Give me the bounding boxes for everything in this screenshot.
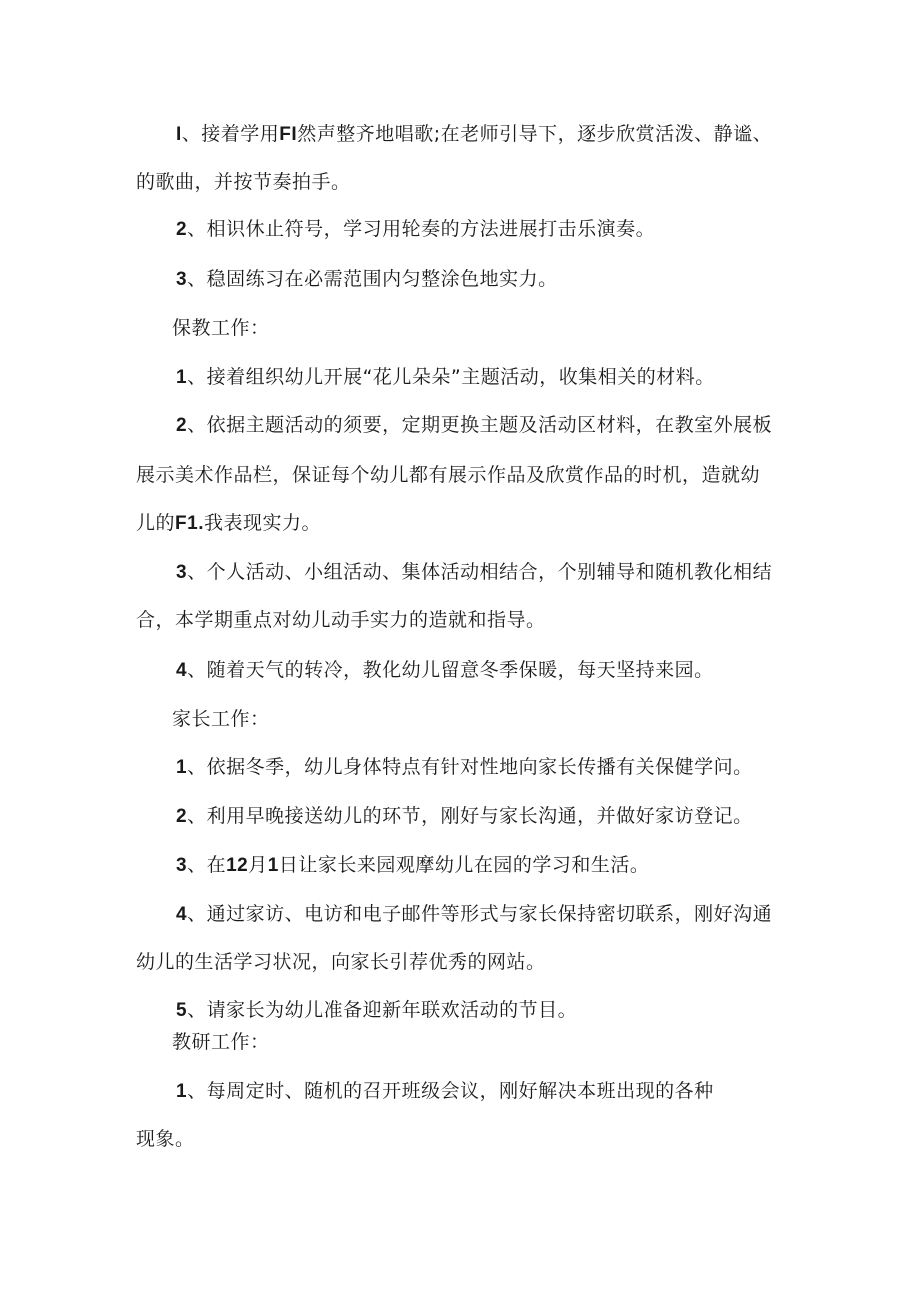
list-number: 1 — [176, 367, 188, 388]
section-heading: 教研工作： — [172, 1031, 270, 1053]
list-number: 3 — [176, 855, 188, 876]
paragraph-line: 1、每周定时、随机的召开班级会议，刚好解决本班出现的各种 — [176, 1080, 714, 1102]
paragraph-line: 展示美术作品栏，保证每个幼儿都有展示作品及欣赏作品的时机，造就幼 — [136, 464, 761, 486]
list-number: 4 — [176, 660, 188, 681]
paragraph-line: 2、相识休止符号，学习用轮奏的方法进展打击乐演奏。 — [176, 218, 656, 240]
paragraph-line: 3、个人活动、小组活动、集体活动相结合，个别辅导和随机教化相结 — [176, 561, 773, 583]
section-heading: 家长工作： — [172, 708, 270, 730]
list-number: 2 — [176, 219, 188, 240]
paragraph-line: 4、随着天气的转冷，教化幼儿留意冬季保暖，每天坚持来园。 — [176, 659, 714, 681]
paragraph-line: 5、请家长为幼儿准备迎新年联欢活动的节目。 — [176, 999, 578, 1021]
paragraph-line: 的歌曲，并按节奏拍手。 — [136, 171, 351, 193]
paragraph-line: 现象。 — [136, 1128, 195, 1150]
paragraph-line: 1、依据冬季，幼儿身体特点有针对性地向家长传播有关保健学问。 — [176, 756, 753, 778]
section-heading: 保教工作： — [172, 317, 270, 339]
paragraph-line: 儿的F1.我表现实力。 — [136, 512, 321, 534]
paragraph-line: 2、依据主题活动的须要，定期更换主题及活动区材料，在教室外展板 — [176, 414, 773, 436]
list-number: I — [176, 124, 182, 145]
list-number: 5 — [176, 1000, 188, 1021]
list-number: 4 — [176, 904, 188, 925]
paragraph-line: I、接着学用FI然声整齐地唱歌;在老师引导下，逐步欣赏活泼、静谧、 — [176, 123, 773, 145]
list-number: 3 — [176, 562, 188, 583]
list-number: 1 — [176, 1081, 188, 1102]
paragraph-line: 幼儿的生活学习状况，向家长引荐优秀的网站。 — [136, 951, 546, 973]
list-number: 2 — [176, 806, 188, 827]
paragraph-line: 3、在12月1日让家长来园观摩幼儿在园的学习和生活。 — [176, 854, 650, 876]
paragraph-line: 3、稳固练习在必需范围内匀整涂色地实力。 — [176, 268, 558, 290]
paragraph-line: 1、接着组织幼儿开展“花儿朵朵”主题活动，收集相关的材料。 — [176, 366, 715, 388]
list-number: 1 — [176, 757, 188, 778]
paragraph-line: 2、利用早晚接送幼儿的环节，刚好与家长沟通，并做好家访登记。 — [176, 805, 753, 827]
list-number: 2 — [176, 415, 188, 436]
paragraph-line: 合，本学期重点对幼儿动手实力的造就和指导。 — [136, 609, 546, 631]
paragraph-line: 4、通过家访、电访和电子邮件等形式与家长保持密切联系，刚好沟通 — [176, 903, 773, 925]
list-number: 3 — [176, 269, 188, 290]
